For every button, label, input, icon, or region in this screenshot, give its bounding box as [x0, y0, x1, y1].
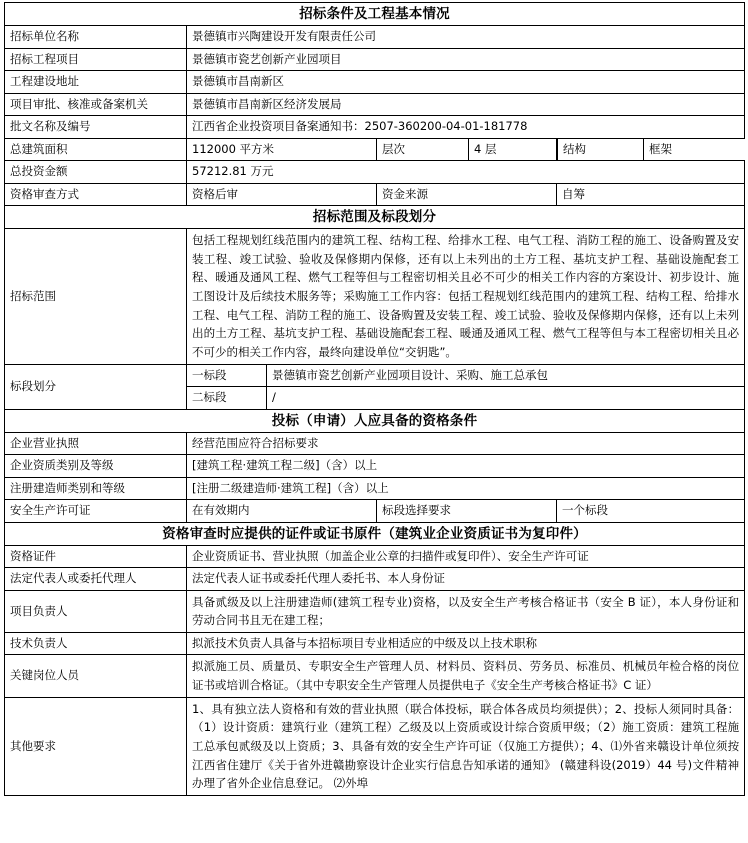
table-row [5, 633, 745, 655]
label-lot-2: 二标段 [187, 387, 267, 409]
value-enterprise-grade: [建筑工程·建筑工程二级]（含）以上 [187, 455, 745, 477]
table-row [5, 432, 745, 454]
table-row [5, 161, 745, 183]
value-structure: 框架 [649, 141, 672, 156]
label-total-investment: 总投资金额 [5, 161, 187, 183]
section-title-bidding-conditions: 招标条件及工程基本情况 [5, 3, 745, 26]
section-title-row [5, 522, 745, 545]
label-project-manager: 项目负责人 [5, 590, 187, 632]
value-construction-address: 景德镇市昌南新区 [187, 71, 745, 93]
table-row [5, 116, 745, 138]
value-floors: 4 层 [469, 138, 557, 160]
value-business-license: 经营范围应符合招标要求 [187, 432, 745, 454]
label-lot-division: 标段划分 [5, 364, 187, 409]
section-title-bidder-qualifications: 投标（申请）人应具备的资格条件 [5, 409, 745, 432]
label-total-floor-area: 总建筑面积 [5, 138, 187, 160]
value-project-name: 景德镇市瓷艺创新产业园项目 [187, 48, 745, 70]
label-approval-authority: 项目审批、核准或备案机关 [5, 93, 187, 115]
label-other-requirements: 其他要求 [5, 697, 187, 795]
value-other-requirements: 1、具有独立法人资格和有效的营业执照（联合体投标，联合体各成员均须提供）；2、投标人须同时具备：（1）设计资质：建筑行业（建筑工程）乙级及以上资质或设计综合资质甲级；（2）施工资质：建筑工程施工总承包贰级及以上资质；3、具备有效的安全生产许可证（仅施工方提供）；4、⑴外省来赣设计单位须按江西省住建厅《关于省外进赣勘察设计企业实行信息告知承诺的通知》 (赣建科设(2019）44 号)文件精神办理了省外企业信息登记。 ⑵外埠 [187, 697, 745, 795]
section-title-row [5, 205, 745, 228]
value-qualification-certificates: 企业资质证书、营业执照（加盖企业公章的扫描件或复印件）、安全生产许可证 [187, 545, 745, 567]
label-qualification-review-method: 资格审查方式 [5, 183, 187, 205]
value-approval-authority: 景德镇市昌南新区经济发展局 [187, 93, 745, 115]
table-row [5, 697, 745, 795]
value-total-floor-area: 112000 平方米 [187, 138, 377, 160]
table-row [5, 590, 745, 632]
label-technical-director: 技术负责人 [5, 633, 187, 655]
table-row [5, 229, 745, 364]
value-lot-2: / [267, 387, 745, 409]
label-business-license: 企业营业执照 [5, 432, 187, 454]
value-key-personnel: 拟派施工员、质量员、专职安全生产管理人员、材料员、资料员、劳务员、标准员、机械员年检合格的岗位证书或培训合格证。（其中专职安全生产管理人员提供电子《安全生产考核合格证书》C 证） [187, 655, 745, 697]
section-title-required-documents: 资格审查时应提供的证件或证书原件（建筑业企业资质证书为复印件） [5, 522, 745, 545]
label-enterprise-grade: 企业资质类别及等级 [5, 455, 187, 477]
value-funding-source: 自筹 [557, 183, 745, 205]
label-registered-builder: 注册建造师类别和等级 [5, 477, 187, 499]
label-lot-selection-requirement: 标段选择要求 [377, 500, 557, 522]
label-approval-doc-number: 批文名称及编号 [5, 116, 187, 138]
label-legal-representative: 法定代表人或委托代理人 [5, 568, 187, 590]
value-total-investment: 57212.81 万元 [187, 161, 745, 183]
value-bidding-scope: 包括工程规划红线范围内的建筑工程、结构工程、给排水工程、电气工程、消防工程的施工、设备购置及安装工程、竣工试验、验收及保修期内保修，还有以上未列出的土方工程、基坑支护工程、基础设施配套工程、暖通及通风工程、燃气工程等但与工程密切相关且必不可少的相关工作内容的方案设计、初步设计、施工图设计及后续技术服务等；采购施工工作内容：包括工程规划红线范围内的建筑工程、结构工程、给排水工程、电气工程、消防工程的施工、设备购置及安装工程、竣工试验、验收及保修期内保修，还有以上未列出的土方工程、基坑支护工程、基础设施配套工程、暖通及通风工程、燃气工程等但与本工程密切相关且必不可少的相关工作内容，最终向建设单位“交钥匙”。 [187, 229, 745, 364]
table-row [5, 455, 745, 477]
structure-cells [557, 138, 745, 160]
label-project-name: 招标工程项目 [5, 48, 187, 70]
value-approval-doc-number: 江西省企业投资项目备案通知书：2507-360200-04-01-181778 [187, 116, 745, 138]
value-safety-production-license: 在有效期内 [187, 500, 377, 522]
section-title-bidding-scope: 招标范围及标段划分 [5, 205, 745, 228]
value-project-manager: 具备贰级及以上注册建造师(建筑工程专业)资格，以及安全生产考核合格证书（安全 B 证），本人身份证和劳动合同书且无在建工程； [187, 590, 745, 632]
bidding-conditions-table [4, 2, 745, 796]
label-construction-address: 工程建设地址 [5, 71, 187, 93]
table-row [5, 138, 745, 160]
label-qualification-certificates: 资格证件 [5, 545, 187, 567]
table-row [5, 364, 745, 386]
table-row [5, 48, 745, 70]
table-row [5, 71, 745, 93]
label-floors: 层次 [377, 138, 469, 160]
label-key-personnel: 关键岗位人员 [5, 655, 187, 697]
section-title-row [5, 3, 745, 26]
table-row [5, 93, 745, 115]
label-structure: 结构 [558, 139, 644, 160]
label-bidding-unit: 招标单位名称 [5, 26, 187, 48]
value-registered-builder: [注册二级建造师·建筑工程]（含）以上 [187, 477, 745, 499]
table-row [5, 477, 745, 499]
table-row [5, 183, 745, 205]
label-bidding-scope: 招标范围 [5, 229, 187, 364]
table-row [5, 26, 745, 48]
label-funding-source: 资金来源 [377, 183, 557, 205]
table-row [5, 568, 745, 590]
table-row [5, 545, 745, 567]
label-safety-production-license: 安全生产许可证 [5, 500, 187, 522]
value-technical-director: 拟派技术负责人具备与本招标项目专业相适应的中级及以上技术职称 [187, 633, 745, 655]
value-bidding-unit: 景德镇市兴陶建设开发有限责任公司 [187, 26, 745, 48]
value-qualification-review-method: 资格后审 [187, 183, 377, 205]
table-row [5, 655, 745, 697]
section-title-row [5, 409, 745, 432]
label-lot-1: 一标段 [187, 364, 267, 386]
value-lot-1: 景德镇市瓷艺创新产业园项目设计、采购、施工总承包 [267, 364, 745, 386]
value-lot-selection-requirement: 一个标段 [557, 500, 745, 522]
table-row [5, 500, 745, 522]
value-legal-representative: 法定代表人证书或委托代理人委托书、本人身份证 [187, 568, 745, 590]
